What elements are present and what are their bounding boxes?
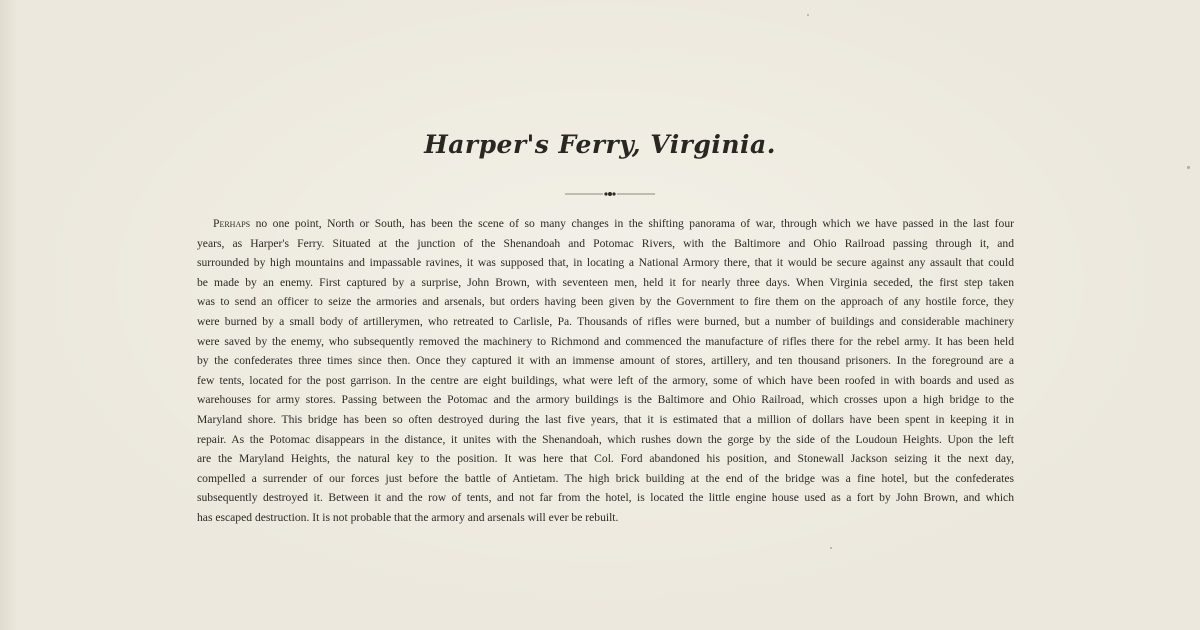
- text-line: were saved by the enemy, who subsequently removed the machinery to Richmond and commenced the manufacture of rifles there for the rebel army. It has been held: [197, 334, 1014, 348]
- text-line: subsequently destroyed it. Between it and the row of tents, and not far from the hotel, is located the little engine house used as a fort by John Brown, and which: [197, 491, 1014, 505]
- body-paragraph: [197, 214, 1014, 528]
- text-line: repair. As the Potomac disappears in the distance, it unites with the Shenandoah, which rushes down the gorge by the side of the Loudoun Heights. Upon the left: [197, 432, 1014, 446]
- text-line: surrounded by high mountains and impassable ravines, it was supposed that, in locating a National Armory there, that it would be secure against any assault that could: [197, 256, 1014, 270]
- paper-speck: [807, 14, 809, 16]
- page-title: Harper's Ferry, Virginia.: [424, 130, 776, 159]
- title-ornament: [565, 188, 655, 200]
- text-line: warehouses for army stores. Passing between the Potomac and the armory buildings is the Baltimore and Ohio Railroad, which crosses upon a high bridge to the: [197, 393, 1014, 407]
- text-line: few tents, located for the post garrison. In the centre are eight buildings, what were left of the armory, some of which have been roofed in with boards and used as: [197, 373, 1014, 387]
- text-line: was to send an officer to seize the armories and arsenals, but orders having been given by the Government to fire them on the approach of any hostile force, they: [197, 295, 1014, 309]
- lead-word: Perhaps: [213, 217, 251, 230]
- text-line: Maryland shore. This bridge has been so often destroyed during the last five years, that it is estimated that a million of dollars have been spent in keeping it in: [197, 412, 1014, 426]
- text-line: years, as Harper's Ferry. Situated at the junction of the Shenandoah and Potomac Rivers, with the Baltimore and Ohio Railroad passing through it, and: [197, 236, 1014, 250]
- text-line: by the confederates three times since then. Once they captured it with an immense amount of stores, artillery, and ten thousand prisoners. In the foreground are a: [197, 354, 1014, 368]
- text-line: be made by an enemy. First captured by a surprise, John Brown, with seventeen men, held it for nearly three days. When Virginia seceded, the first step taken: [197, 275, 1014, 289]
- paper-speck: [1187, 166, 1190, 169]
- text-line: compelled a surrender of our forces just before the battle of Antietam. The high brick building at the end of the bridge was a fine hotel, but the confederates: [197, 471, 1014, 485]
- text-line-content: no one point, North or South, has been the scene of so many changes in the shifting panorama of war, through which we have passed in the last four: [250, 217, 1014, 230]
- text-line: [197, 214, 1014, 234]
- text-line: are the Maryland Heights, the natural key to the position. It was here that Col. Ford abandoned his position, and Stonewall Jackson seizing it the next day,: [197, 452, 1014, 466]
- text-line: were burned by a small body of artillerymen, who retreated to Carlisle, Pa. Thousands of rifles were burned, but a number of buildings and considerable machinery: [197, 314, 1014, 328]
- paper-speck: [830, 547, 832, 549]
- text-line: has escaped destruction. It is not probable that the armory and arsenals will ever be rebuilt.: [197, 510, 619, 524]
